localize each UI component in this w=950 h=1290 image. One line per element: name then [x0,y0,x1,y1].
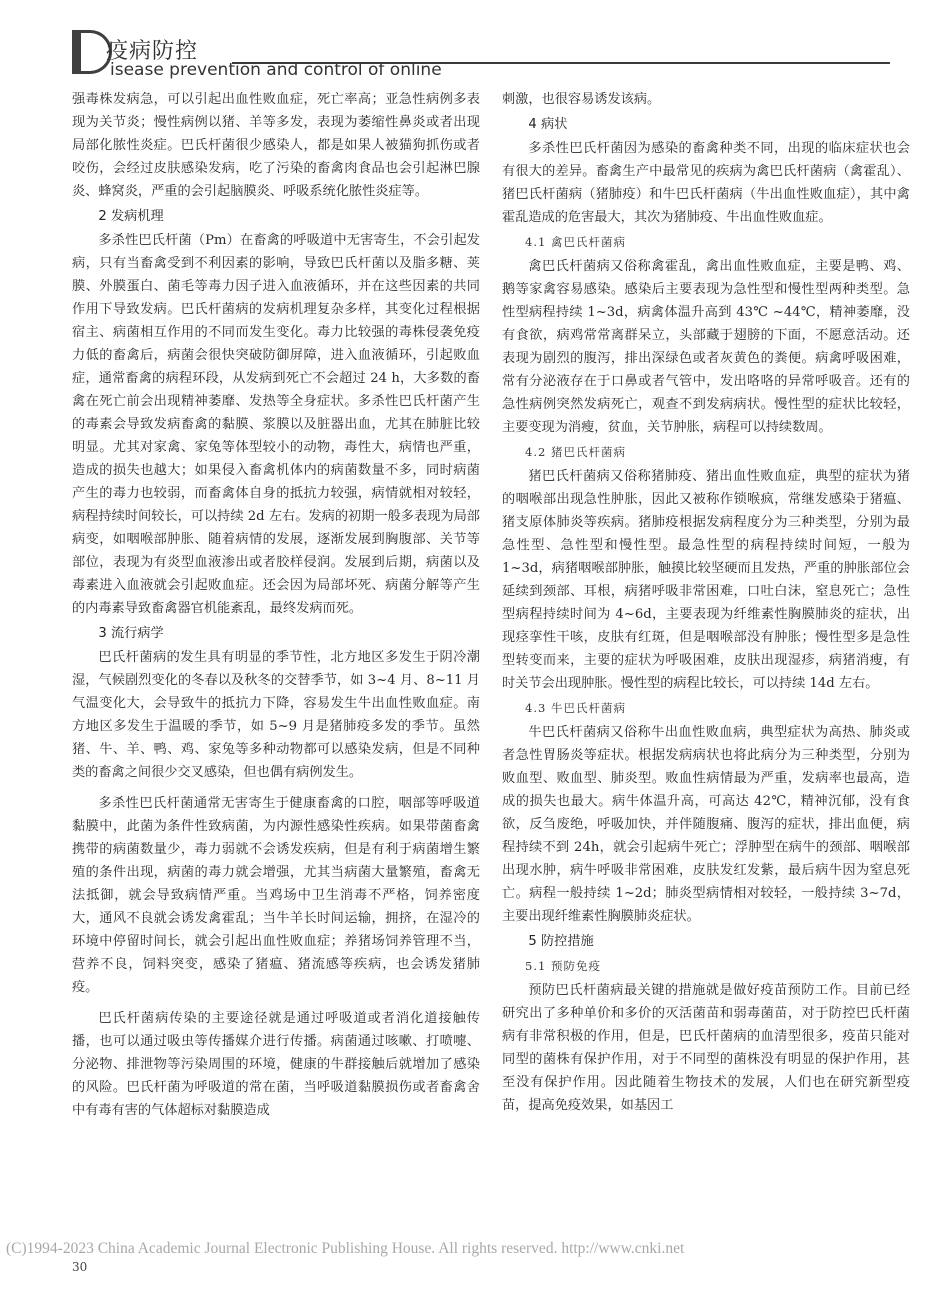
paragraph: 猪巴氏杆菌病又俗称猪肺疫、猪出血性败血症，典型的症状为猪的咽喉部出现急性肿胀，因此又被称作锁喉疯，常继发感染于猪瘟、猪支原体肺炎等疾病。猪肺疫根据发病程度分为三种类型，分别为最急性型、急性型和慢性型。最急性型的病程持续时间短，一般为 1~3d，病猪咽喉部肿胀，触摸比较坚硬而且发热，严重的肿胀部位会延续到颈部、耳根，病猪呼吸非常困难，口吐白沫，窒息死亡；急性型病程持续时间为 4~6d，主要表现为纤维素性胸膜肺炎的症状，出现痉挛性干咳，皮肤有红斑，但是咽喉部没有肿胀；慢性型多是急性型转变而来，主要的症状为呼吸困难，皮肤出现湿疹，病猪消瘦，有时关节会出现肿胀。慢性型的病程比较长，可以持续 14d 左右。 [502,469,910,691]
subsection-heading: 4.3 牛巴氏杆菌病 [525,701,626,715]
paragraph: 多杀性巴氏杆菌（Pm）在畜禽的呼吸道中无害寄生，不会引起发病，只有当畜禽受到不利因素的影响，导致巴氏杆菌以及脂多糖、荚膜、外膜蛋白、菌毛等毒力因子进入血液循环，并在这些因素的共同作用下导致发病。巴氏杆菌病的发病机理复杂多样，其变化过程根据宿主、病菌相互作用的不同而发生变化。毒力比较强的毒株侵袭免疫力低的畜禽后，病菌会很快突破防御屏障，进入血液循环，引起败血症，通常畜禽的病程环段，从发病到死亡不会超过 24 h，大多数的畜禽在死亡前会出现精神萎靡、发热等全身症状。多杀性巴氏杆菌产生的毒素会导致发病畜禽的黏膜、浆膜以及脏器出血，尤其在肺脏比较明显。尤其对家禽、家兔等体型较小的动物，毒性大，病情也严重，造成的损失也越大；如果侵入畜禽机体内的病菌数量不多，同时病菌产生的毒力也较弱，而畜禽体自身的抵抗力较强，病情就相对较轻，病程持续时间较长，可以持续 2d 左右。发病的初期一般多表现为局部病变，如咽喉部肿胀、随着病情的发展，逐渐发展到胸腹部、关节等部位，表现为有炎型血液渗出或者胶样侵润。发展到后期，病菌以及毒素进入血液就会引起败血症。还会因为局部坏死、病菌分解等产生的内毒素导致畜禽器官机能紊乱，最终发病而死。 [72,233,480,616]
paragraph: 强毒株发病急，可以引起出血性败血症，死亡率高；亚急性病例多表现为关节炎；慢性病例以猪、羊等多发，表现为萎缩性鼻炎或者出现局部化脓性炎症。巴氏杆菌很少感染人，都是如果人被猫狗抓伤或者咬伤，会经过皮肤感染发病，吃了污染的畜禽肉食品也会引起淋巴腺炎、蜂窝炎，严重的会引起脑膜炎、呼吸系统化脓性炎症等。 [72,92,480,199]
header-rule [232,62,890,64]
section-heading: 4 病状 [528,117,568,132]
section-heading: 5 防控措施 [528,934,594,949]
paragraph: 预防巴氏杆菌病最关键的措施就是做好疫苗预防工作。目前已经研究出了多种单价和多价的灭活菌苗和弱毒菌苗，对于防控巴氏杆菌病有非常积极的作用，但是，巴氏杆菌病的血清型很多，疫苗只能对同型的菌株有保护作用，对于不同型的菌株没有明显的保护作用，甚至没有保护作用。因此随着生物技术的发展，人们也在研究新型疫苗，提高免疫效果，如基因工 [502,983,910,1113]
left-column [72,88,480,1122]
section-heading: 3 流行病学 [98,626,164,641]
journal-title-en: isease prevention and control of online [110,60,442,80]
paragraph: 禽巴氏杆菌病又俗称禽霍乱，禽出血性败血症，主要是鸭、鸡、鹅等家禽容易感染。感染后主要表现为急性型和慢性型两种类型。急性型病程持续 1~3d，病禽体温升高到 43℃ ~44℃，精神萎靡，没有食欲，病鸡常常离群呆立，头部藏于翅膀的下面，不愿意活动。还表现为剧烈的腹泻，排出深绿色或者灰黄色的粪便。病禽呼吸困难，常有分泌液存在于口鼻或者气管中，发出咯咯的异常呼吸音。还有的急性病例突然发病死亡，观查不到发病病状。慢性型的症状比较轻，主要变现为消瘦，贫血，关节肿胀，病程可以持续数周。 [502,259,910,435]
page-number: 30 [72,1260,88,1274]
right-column [502,88,910,1117]
journal-title-cn: 疫病防控 [106,39,199,64]
paragraph: 巴氏杆菌病的发生具有明显的季节性，北方地区多发生于阴冷潮湿，气候剧烈变化的冬春以及秋冬的交替季节，如 3~4 月、8~11 月气温变化大，会导致牛的抵抗力下降，容易发生牛出血性败血症。南方地区多发生于温暖的季节，如 5~9 月是猪肺疫多发的季节。虽然猪、牛、羊、鸭、鸡、家兔等多种动物都可以感染发病，但是不同种类的畜禽之间很少交叉感染，但也偶有病例发生。 [72,650,480,780]
subsection-heading: 4.1 禽巴氏杆菌病 [525,235,626,249]
paragraph: 牛巴氏杆菌病又俗称牛出血性败血病，典型症状为高热、肺炎或者急性胃肠炎等症状。根据发病病状也将此病分为三种类型，分别为败血型、败血型、肺炎型。败血性病情最为严重，发病率也最高，造成的损失也最大。病牛体温升高，可高达 42℃，精神沉郁，没有食欲，反刍废绝，呼吸加快，并伴随腹痛、腹泻的症状，排出血便，病程持续不到 24h，就会引起病牛死亡；浮肿型在病牛的颈部、咽喉部出现水肿，病牛呼吸非常困难，皮肤发红发紫，最后病牛因为窒息死亡。病程一般持续 1~2d；肺炎型病情相对较轻，一般持续 3~7d，主要出现纤维素性胸膜肺炎症状。 [502,725,910,924]
paragraph: 巴氏杆菌病传染的主要途径就是通过呼吸道或者消化道接触传播，也可以通过吸虫等传播媒介进行传播。病菌通过咳嗽、打喷嚏、分泌物、排泄物等污染周围的环境，健康的牛群接触后就增加了感染的风险。巴氏杆菌为呼吸道的常在菌，当呼吸道黏膜损伤或者畜禽舍中有毒有害的气体超标对黏膜造成 [72,1011,480,1118]
paragraph: 刺激，也很容易诱发该病。 [502,92,661,107]
copyright-notice: (C)1994-2023 China Academic Journal Electronic Publishing House. All rights reserved. http://www.cnki.net [6,1240,685,1257]
section-heading: 2 发病机理 [98,209,164,224]
subsection-heading: 4.2 猪巴氏杆菌病 [525,445,626,459]
paragraph: 多杀性巴氏杆菌通常无害寄生于健康畜禽的口腔，咽部等呼吸道黏膜中，此菌为条件性致病菌，为内源性感染性疾病。如果带菌畜禽携带的病菌数量少，毒力弱就不会诱发疾病，但是有利于病菌增生繁殖的条件出现，病菌的毒力就会增强，尤其当病菌大量繁殖，畜禽无法抵御，就会导致病情严重。当鸡场中卫生消毒不严格，饲养密度大，通风不良就会诱发禽霍乱；当牛羊长时间运输，拥挤，在湿冷的环境中停留时间长，就会引起出血性败血症；养猪场饲养管理不当，营养不良，饲料突变，感染了猪瘟、猪流感等疾病，也会诱发猪肺疫。 [72,796,480,995]
paragraph: 多杀性巴氏杆菌因为感染的畜禽种类不同，出现的临床症状也会有很大的差异。畜禽生产中最常见的疾病为禽巴氏杆菌病（禽霍乱）、猪巴氏杆菌病（猪肺疫）和牛巴氏杆菌病（牛出血性败血症），其中禽霍乱造成的危害最大，其次为猪肺疫、牛出血性败血症。 [502,141,910,225]
subsection-heading: 5.1 预防免疫 [525,959,601,973]
